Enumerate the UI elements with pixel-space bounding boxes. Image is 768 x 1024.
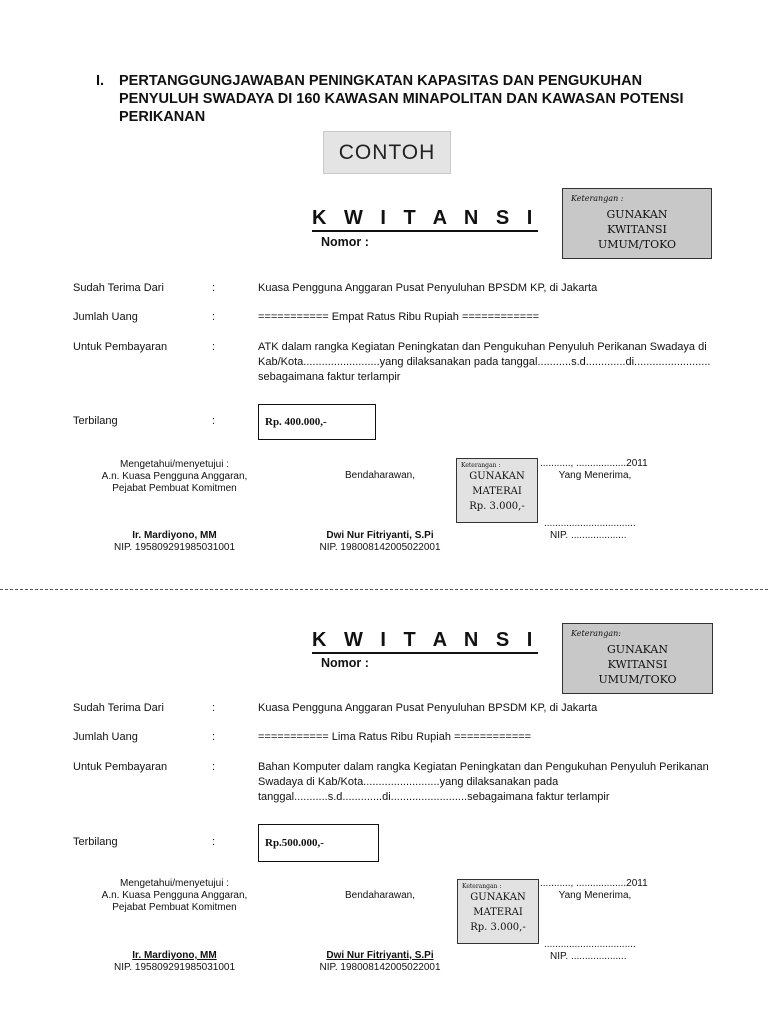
- value-untuk-pembayaran-line: Bahan Komputer dalam rangka Kegiatan Peningkatan dan Pengukuhan Penyuluh Perikanan: [258, 761, 709, 773]
- sig-line: Pejabat Pembuat Komitmen: [112, 902, 237, 913]
- label-untuk-pembayaran: Untuk Pembayaran: [73, 761, 168, 773]
- signer-name-middle: Dwi Nur Fitriyanti, S.Pi: [326, 950, 434, 961]
- materai-line: Rp. 3.000,-: [470, 922, 526, 933]
- keterangan-box: [562, 188, 712, 259]
- value-untuk-pembayaran-line: Swadaya di Kab/Kota.........................yang dilaksanakan pada: [258, 776, 559, 788]
- receiver-name-line: .................................: [544, 939, 636, 950]
- signer-nip-left: NIP. 195809291985031001: [113, 962, 236, 973]
- materai-label: Keterangan :: [462, 883, 502, 890]
- section-title: PERTANGGUNGJAWABAN PENINGKATAN KAPASITAS DAN PENGUKUHAN PENYULUH SWADAYA DI 160 KAWASAN MINAPOLITAN DAN KAWASAN POTENSI PERIKANAN: [119, 73, 684, 125]
- colon: :: [212, 761, 216, 773]
- materai-line: GUNAKAN: [469, 471, 525, 482]
- colon: :: [212, 282, 216, 294]
- receiver-role: Yang Menerima,: [558, 890, 632, 901]
- receiver-date: ..........., ..................2011: [540, 878, 648, 889]
- sig-line: Mengetahui/menyetujui :: [120, 878, 229, 889]
- materai-line: MATERAI: [473, 907, 523, 918]
- value-untuk-pembayaran-line: Kab/Kota.........................yang dilaksanakan pada tanggal...........s.d.............di.........................: [258, 356, 711, 368]
- value-sudah-terima-dari: Kuasa Pengguna Anggaran Pusat Penyuluhan BPSDM KP, di Jakarta: [258, 282, 598, 294]
- materai-text: [458, 890, 538, 935]
- colon: :: [212, 836, 216, 848]
- materai-line: GUNAKAN: [470, 892, 526, 903]
- colon: :: [212, 415, 216, 427]
- signer-name-left: Ir. Mardiyono, MM: [132, 950, 217, 961]
- colon: :: [212, 731, 216, 743]
- signer-nip-middle: NIP. 198008142005022001: [319, 962, 441, 973]
- materai-label: Keterangan :: [461, 462, 501, 469]
- contoh-stamp: CONTOH: [323, 131, 451, 174]
- keterangan-label: Keterangan :: [571, 194, 624, 203]
- value-jumlah-uang: =========== Lima Ratus Ribu Rupiah ============: [258, 731, 532, 743]
- colon: :: [212, 702, 216, 714]
- receipt-title: K W I T A N S I: [312, 629, 538, 654]
- keterangan-line: UMUM/TOKO: [598, 673, 677, 686]
- receiver-nip: NIP. ....................: [550, 530, 627, 541]
- materai-text: [457, 469, 537, 514]
- receiver-role: Yang Menerima,: [558, 470, 632, 481]
- bendahara-role: Bendaharawan,: [344, 890, 416, 901]
- receipt-number-label: Nomor :: [321, 235, 369, 249]
- amount-box: Rp.500.000,-: [258, 824, 379, 862]
- signer-name-left: Ir. Mardiyono, MM: [132, 530, 217, 541]
- signature-left: [72, 878, 277, 914]
- bendahara-role: Bendaharawan,: [344, 470, 416, 481]
- keterangan-line: GUNAKAN: [606, 208, 668, 221]
- sig-line: Mengetahui/menyetujui :: [120, 459, 229, 470]
- value-untuk-pembayaran-line: tanggal...........s.d.............di.........................sebagaimana faktur terlampir: [258, 791, 610, 803]
- signer-nip-left: NIP. 195809291985031001: [113, 542, 236, 553]
- receipt-title: K W I T A N S I: [312, 207, 538, 232]
- value-untuk-pembayaran-line: sebagaimana faktur terlampir: [258, 371, 401, 383]
- signature-left: [72, 459, 277, 495]
- materai-box: [456, 458, 538, 523]
- keterangan-line: GUNAKAN: [607, 643, 668, 656]
- receipt-number-label: Nomor :: [321, 656, 369, 670]
- materai-line: MATERAI: [472, 486, 522, 497]
- value-untuk-pembayaran-line: ATK dalam rangka Kegiatan Peningkatan dan Pengukuhan Penyuluh Perikanan Swadaya di: [258, 341, 707, 353]
- keterangan-line: KWITANSI: [607, 223, 667, 236]
- keterangan-label: Keterangan:: [571, 629, 621, 638]
- keterangan-line: KWITANSI: [607, 658, 668, 671]
- amount-box: Rp. 400.000,-: [258, 404, 376, 440]
- sig-line: A.n. Kuasa Pengguna Anggaran,: [101, 471, 248, 482]
- signer-nip-middle: NIP. 198008142005022001: [319, 542, 441, 553]
- receiver-name-line: .................................: [544, 518, 636, 529]
- label-sudah-terima-dari: Sudah Terima Dari: [73, 702, 164, 714]
- keterangan-box: [562, 623, 713, 694]
- signer-name-middle: Dwi Nur Fitriyanti, S.Pi: [326, 530, 434, 541]
- value-jumlah-uang: =========== Empat Ratus Ribu Rupiah ============: [258, 311, 540, 323]
- label-sudah-terima-dari: Sudah Terima Dari: [73, 282, 164, 294]
- label-jumlah-uang: Jumlah Uang: [73, 311, 138, 323]
- sig-line: A.n. Kuasa Pengguna Anggaran,: [101, 890, 248, 901]
- materai-box: [457, 879, 539, 944]
- label-untuk-pembayaran: Untuk Pembayaran: [73, 341, 168, 353]
- value-sudah-terima-dari: Kuasa Pengguna Anggaran Pusat Penyuluhan BPSDM KP, di Jakarta: [258, 702, 598, 714]
- materai-line: Rp. 3.000,-: [469, 501, 525, 512]
- colon: :: [212, 311, 216, 323]
- sig-line: Pejabat Pembuat Komitmen: [112, 483, 237, 494]
- cut-line: [0, 589, 768, 590]
- label-jumlah-uang: Jumlah Uang: [73, 731, 138, 743]
- receiver-nip: NIP. ....................: [550, 951, 627, 962]
- colon: :: [212, 341, 216, 353]
- receiver-date: ..........., ..................2011: [540, 458, 648, 469]
- label-terbilang: Terbilang: [73, 836, 118, 848]
- label-terbilang: Terbilang: [73, 415, 118, 427]
- keterangan-line: UMUM/TOKO: [597, 238, 677, 251]
- section-number: I.: [96, 73, 105, 89]
